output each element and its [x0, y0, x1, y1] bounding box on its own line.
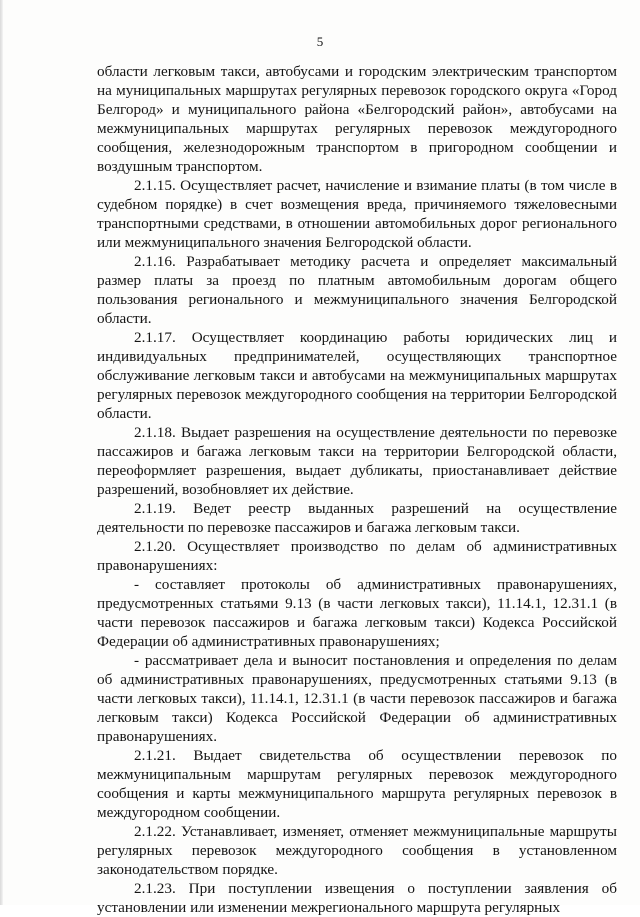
- paragraph-2-1-16: 2.1.16. Разрабатывает методику расчета и определяет максимальный размер платы за проезд по платным автомобильным дорогам общего пользования регионального и межмуниципального значения Белгородской области.: [97, 253, 617, 327]
- paragraph-2-1-22: 2.1.22. Устанавливает, изменяет, отменяет межмуниципальные маршруты регулярных перевозок междугородного сообщения в установленном законодательством порядке.: [97, 823, 617, 878]
- paragraph-2-1-21: 2.1.21. Выдает свидетельства об осуществлении перевозок по межмуниципальным маршрутам регулярных перевозок междугородного сообщения и карты межмуниципального маршрута регулярных перевозок в междугородном сообщении.: [97, 747, 617, 821]
- paragraph-2-1-23: 2.1.23. При поступлении извещения о поступлении заявления об установлении или изменении межрегионального маршрута регулярных: [97, 880, 617, 916]
- page-number: 5: [316, 34, 324, 49]
- paragraph-2-1-17: 2.1.17. Осуществляет координацию работы юридических лиц и индивидуальных предпринимателей, осуществляющих транспортное обслуживание легковым такси и автобусами на межмуниципальных маршрутах регулярных перевозок междугородного сообщения на территории Белгородской области.: [97, 329, 617, 422]
- list-item-protocols: - составляет протоколы об административных правонарушениях, предусмотренных статьями 9.13 (в части легковых такси), 11.14.1, 12.31.1 (в части перевозок пассажиров и багажа легковым такси) Кодекса Российской Федерации об административных правонарушениях;: [97, 576, 617, 650]
- paragraph-2-1-15: 2.1.15. Осуществляет расчет, начисление и взимание платы (в том числе в судебном порядке) в счет возмещения вреда, причиняемого тяжеловесными транспортными средствами, в отношении автомобильных дорог регионального или межмуниципального значения Белгородской области.: [97, 177, 617, 251]
- paragraph-2-1-19: 2.1.19. Ведет реестр выданных разрешений на осуществление деятельности по перевозке пассажиров и багажа легковым такси.: [97, 500, 617, 536]
- paragraph-continuation: области легковым такси, автобусами и городским электрическим транспортом на муниципальных маршрутах регулярных перевозок городского округа «Город Белгород» и муниципального района «Белгородский район», автобусами на межмуниципальных маршрутах регулярных перевозок междугородного сообщения, железнодорожным транспортом в пригородном сообщении и воздушным транспортом.: [97, 63, 617, 175]
- paragraph-2-1-18: 2.1.18. Выдает разрешения на осуществление деятельности по перевозке пассажиров и багажа легковым такси на территории Белгородской области, переоформляет разрешения, выдает дубликаты, приостанавливает действие разрешений, возобновляет их действие.: [97, 424, 617, 498]
- document-body: [97, 62, 617, 917]
- paragraph-2-1-20: 2.1.20. Осуществляет производство по делам об административных правонарушениях:: [97, 538, 617, 574]
- scan-edge-shadow: [0, 0, 3, 905]
- list-item-cases: - рассматривает дела и выносит постановления и определения по делам об административных правонарушениях, предусмотренных статьями 9.13 (в части легковых такси), 11.14.1, 12.31.1 (в части перевозок пассажиров и багажа легковым такси) Кодекса Российской Федерации об административных правонарушениях.: [97, 652, 617, 745]
